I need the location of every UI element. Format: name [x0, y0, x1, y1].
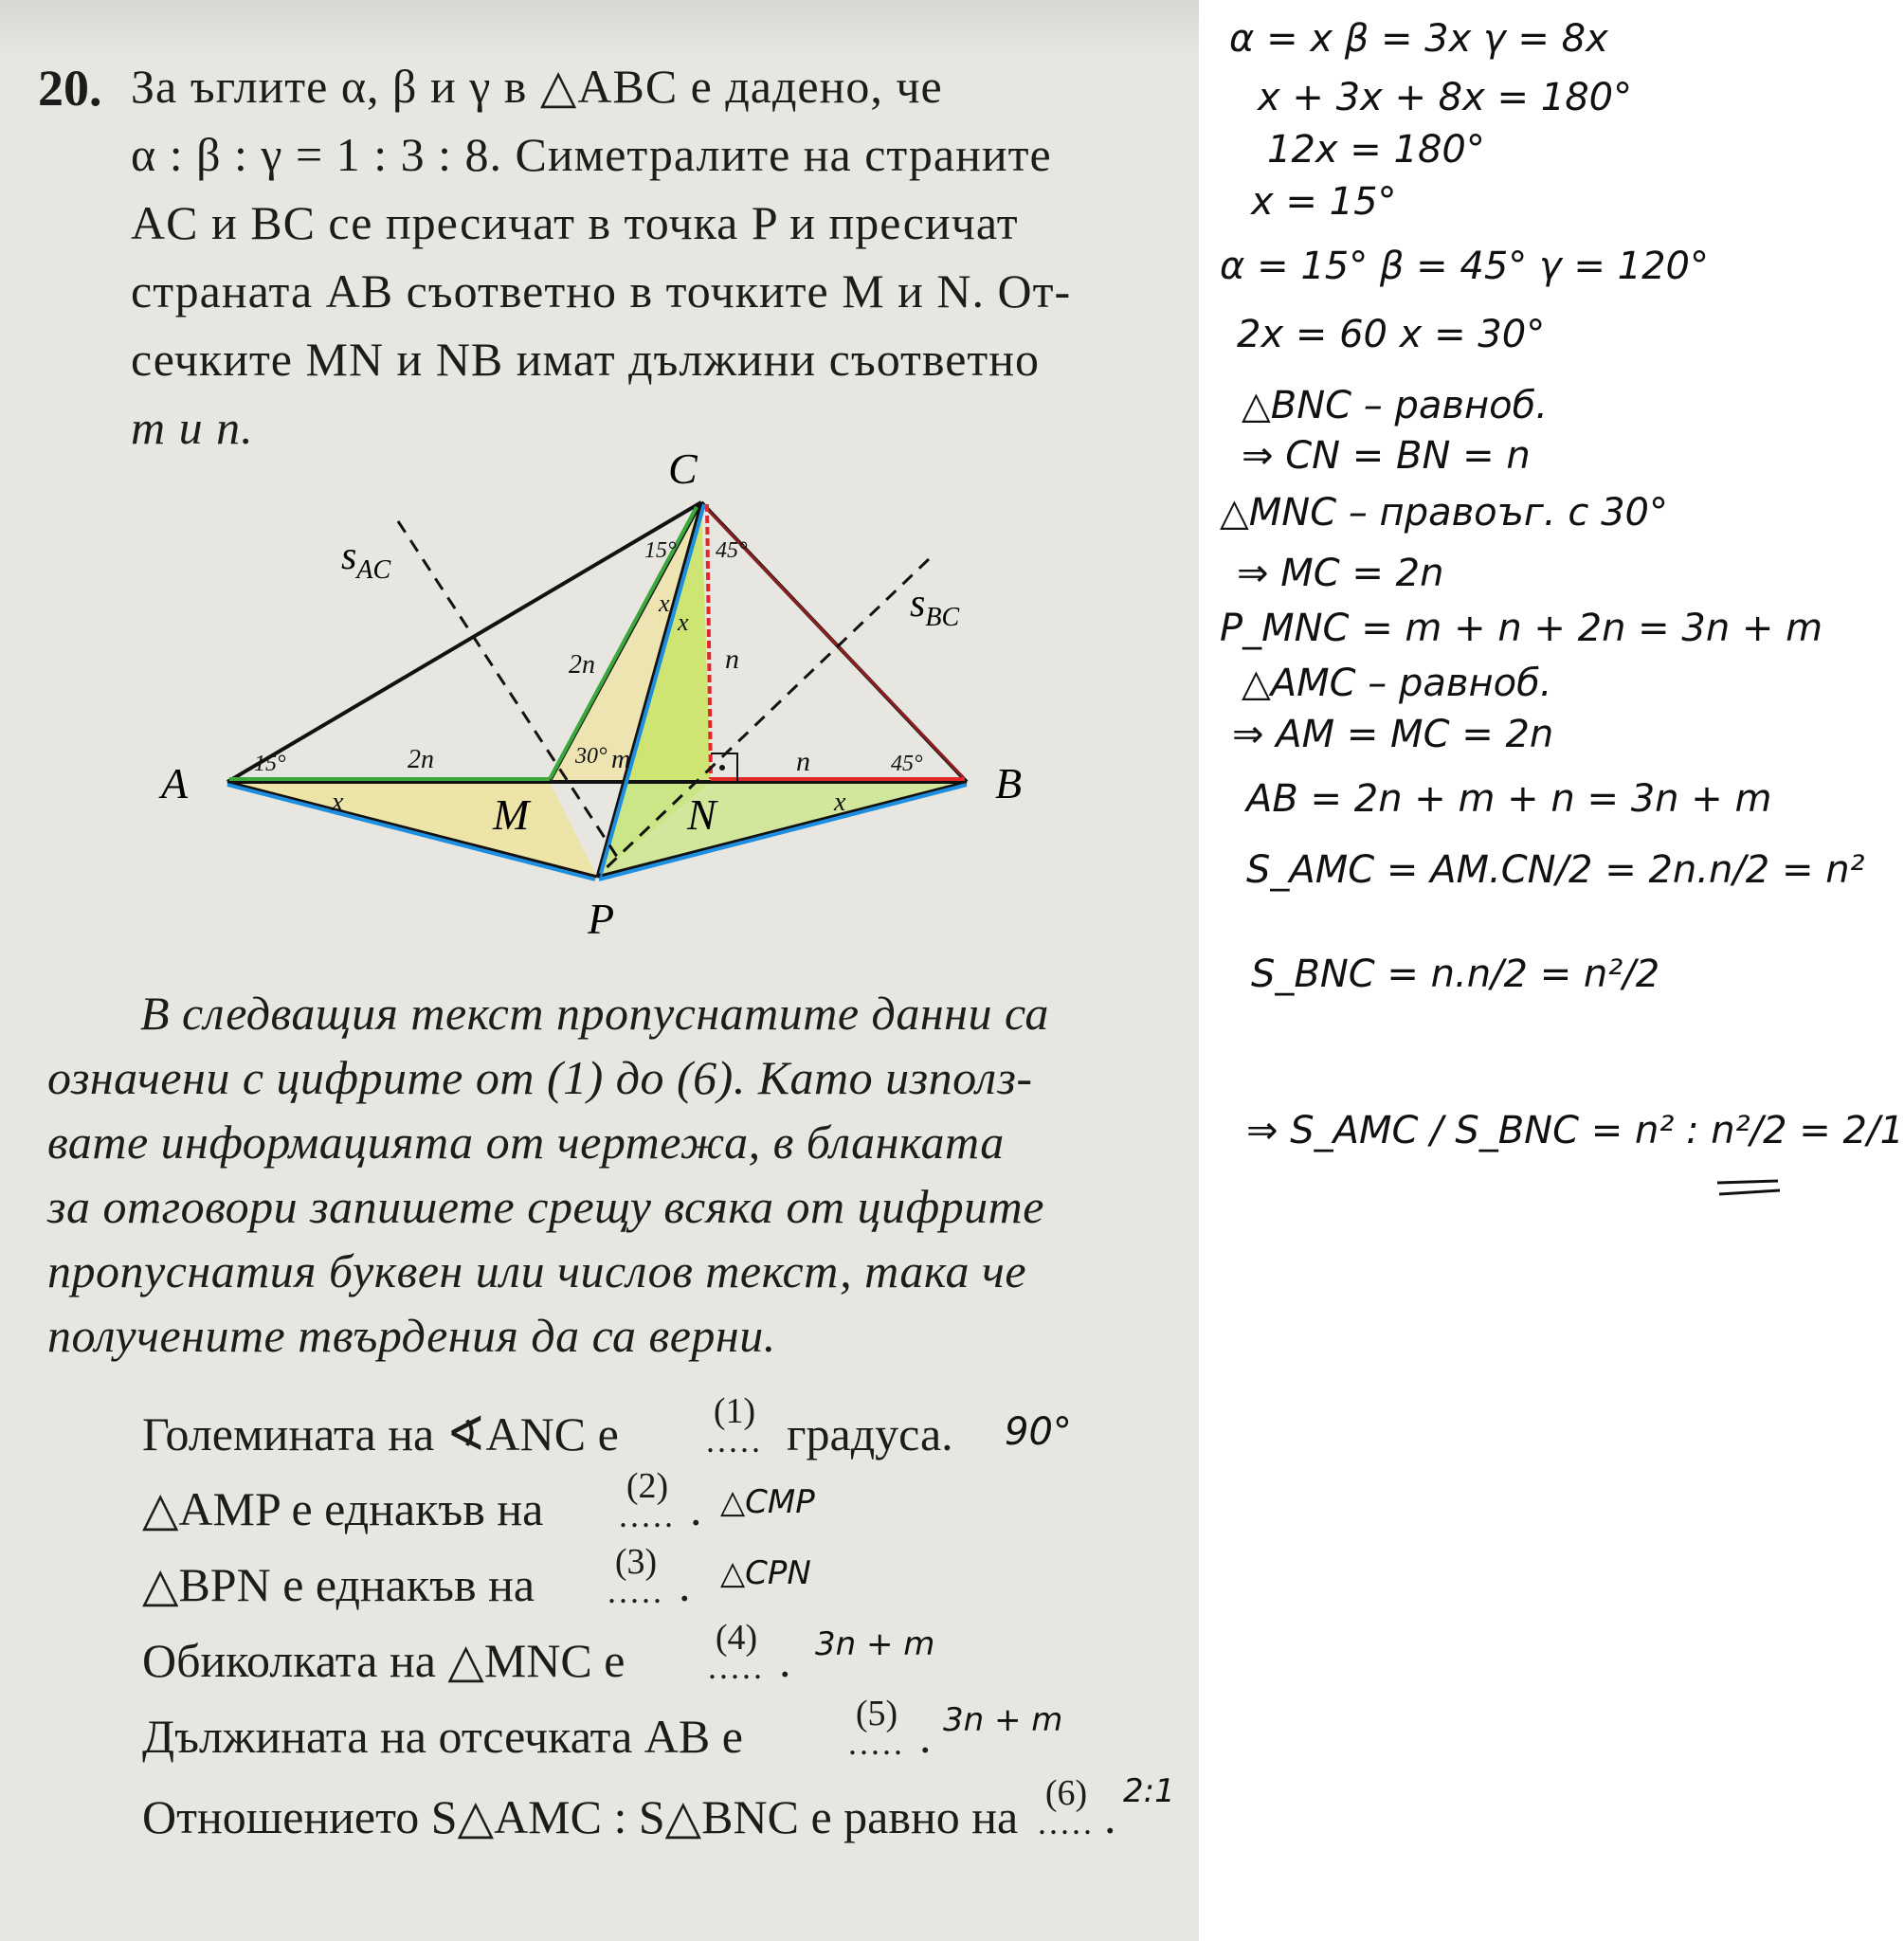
- statement-2-text: △AMP е еднакъв на: [142, 1482, 544, 1535]
- note-angle-C-right: 45°: [716, 538, 748, 563]
- note-line-7: △BNC – равноб.: [1242, 384, 1548, 427]
- problem-line-2: α : β : γ = 1 : 3 : 8. Симетралите на страните: [131, 128, 1052, 181]
- statement-1-text: Големината на ∢ANC е: [142, 1407, 619, 1460]
- note-line-4: x = 15°: [1251, 180, 1397, 224]
- triangle-figure: [142, 445, 1043, 957]
- label-A: A: [161, 759, 189, 807]
- note-line-9: △MNC – правоъг. с 30°: [1220, 491, 1668, 535]
- note-line-13: ⇒ AM = MC = 2n: [1232, 713, 1554, 756]
- note-line-16: S_BNC = n.n/2 = n²/2: [1251, 952, 1660, 996]
- note-angle-A: 15°: [254, 752, 286, 776]
- note-line-2: x + 3x + 8x = 180°: [1258, 76, 1633, 119]
- label-C: C: [668, 444, 698, 493]
- statement-5-after: .: [919, 1710, 932, 1763]
- note-seg-MN: m: [611, 745, 631, 774]
- note-angle-B: 45°: [891, 752, 923, 776]
- note-line-5: α = 15° β = 45° γ = 120°: [1220, 245, 1709, 288]
- note-x-C1: x: [659, 590, 670, 617]
- label-P: P: [588, 895, 615, 943]
- blank-6[interactable]: (6) .....: [1038, 1773, 1095, 1841]
- note-line-14: AB = 2n + m + n = 3n + m: [1246, 777, 1772, 821]
- label-B: B: [995, 759, 1023, 807]
- answer-3: △CPN: [720, 1554, 811, 1592]
- note-angle-C-left: 15°: [644, 538, 677, 563]
- problem-line-5: сечките MN и NB имат дължини съответно: [131, 333, 1040, 386]
- instruction-line-3: вате информацията от чертежа, в бланката: [47, 1116, 1005, 1169]
- note-seg-NB: n: [796, 746, 810, 777]
- statement-4-text: Обиколката на △MNC е: [142, 1634, 626, 1687]
- problem-number: 20.: [38, 60, 102, 117]
- note-line-3: 12x = 180°: [1267, 128, 1485, 172]
- label-N: N: [687, 790, 716, 839]
- label-M: M: [493, 790, 530, 839]
- instruction-line-1: В следващия текст пропуснатите данни са: [140, 987, 1049, 1040]
- answer-4: 3n + m: [815, 1625, 935, 1663]
- note-x-AP: x: [332, 788, 344, 817]
- problem-line-4: страната AB съответно в точките M и N. От-: [131, 264, 1072, 317]
- instruction-line-6: получените твърдения да са верни.: [47, 1309, 776, 1362]
- handwritten-solution: [1199, 0, 1904, 1941]
- instruction-line-4: за отговори запишете срещу всяка от цифрите: [47, 1180, 1044, 1233]
- note-seg-AM: 2n: [408, 745, 434, 774]
- answer-5: 3n + m: [943, 1701, 1063, 1739]
- note-line-15: S_AMC = AM.CN/2 = 2n.n/2 = n²: [1246, 848, 1865, 892]
- note-line-8: ⇒ CN = BN = n: [1242, 434, 1531, 478]
- note-line-12: △AMC – равноб.: [1242, 662, 1552, 705]
- statement-5-text: Дължината на отсечката AB е: [142, 1710, 743, 1763]
- statement-3-after: .: [679, 1558, 691, 1611]
- problem-line-3: AC и BC се пресичат в точка P и пресичат: [131, 196, 1019, 249]
- note-line-17: ⇒ S_AMC / S_BNC = n² : n²/2 = 2/1: [1246, 1109, 1904, 1152]
- statement-6-text: Отношението S△AMC : S△BNC е равно на: [142, 1790, 1019, 1843]
- answer-2: △CMP: [720, 1483, 815, 1521]
- double-underline: [1715, 1175, 1782, 1204]
- right-angle-dot: [719, 765, 725, 771]
- note-angle-M: 30°: [575, 744, 607, 769]
- problem-line-6: m и n.: [131, 401, 254, 454]
- statement-6-after: .: [1104, 1790, 1116, 1843]
- blank-3[interactable]: (3) .....: [607, 1542, 664, 1610]
- note-x-C2: x: [678, 608, 689, 636]
- label-s-BC: $s_{BC}$: [910, 582, 960, 632]
- note-line-6: 2x = 60 x = 30°: [1237, 313, 1546, 356]
- instruction-line-5: пропуснатия буквен или числов текст, така че: [47, 1244, 1027, 1297]
- problem-line-1: За ъглите α, β и γ в △ABC е дадено, че: [131, 60, 943, 113]
- blank-1[interactable]: (1) .....: [706, 1391, 763, 1460]
- statement-2-after: .: [690, 1482, 702, 1535]
- statement-4-after: .: [779, 1634, 791, 1687]
- label-s-AC: $s_{AC}$: [341, 535, 391, 585]
- statement-1-after: градуса.: [787, 1407, 953, 1460]
- statement-3-text: △BPN е еднакъв на: [142, 1558, 535, 1611]
- note-line-1: α = x β = 3x γ = 8x: [1229, 17, 1608, 61]
- note-x-BP: x: [834, 788, 846, 817]
- note-line-10: ⇒ MC = 2n: [1237, 552, 1444, 595]
- answer-1: 90°: [1005, 1410, 1072, 1454]
- instruction-line-2: означени с цифрите от (1) до (6). Като използ-: [47, 1051, 1033, 1104]
- blank-2[interactable]: (2) .....: [619, 1466, 676, 1534]
- blank-5[interactable]: (5) .....: [848, 1694, 905, 1762]
- blank-4[interactable]: (4) .....: [708, 1618, 765, 1686]
- note-line-11: P_MNC = m + n + 2n = 3n + m: [1220, 607, 1823, 650]
- note-seg-CN: n: [725, 644, 739, 675]
- note-seg-MC: 2n: [569, 650, 595, 680]
- answer-6: 2:1: [1123, 1772, 1175, 1810]
